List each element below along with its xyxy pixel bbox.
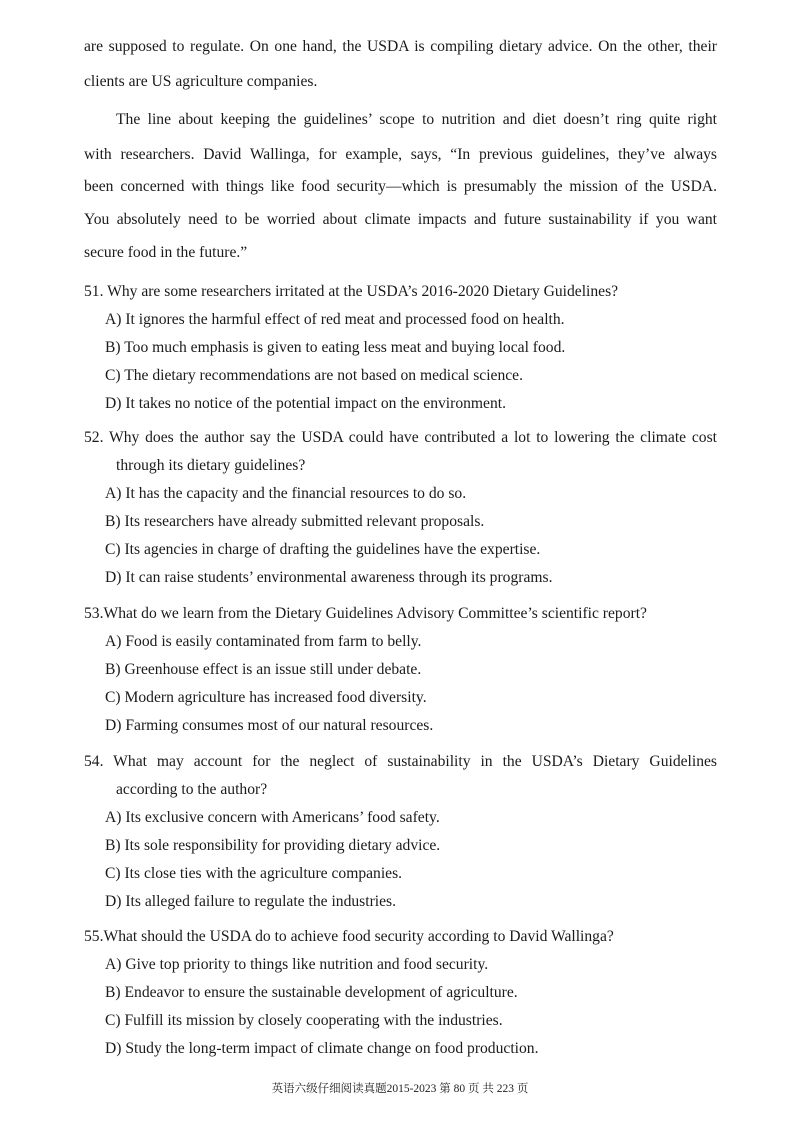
question-52-option-c: C) Its agencies in charge of drafting the guidelines have the expertise.	[105, 541, 541, 558]
question-54-option-c: C) Its close ties with the agriculture companies.	[105, 865, 403, 882]
question-51-option-a: A) It ignores the harmful effect of red meat and processed food on health.	[105, 311, 565, 328]
question-54-option-d: D) Its alleged failure to regulate the industries.	[105, 893, 396, 910]
question-55-option-d: D) Study the long-term impact of climate change on food production.	[105, 1040, 539, 1057]
question-54-option-b: B) Its sole responsibility for providing dietary advice.	[105, 837, 441, 854]
passage-line: clients are US agriculture companies.	[84, 73, 318, 90]
question-51-option-b: B) Too much emphasis is given to eating less meat and buying local food.	[105, 339, 566, 356]
question-51-option-d: D) It takes no notice of the potential impact on the environment.	[105, 395, 506, 412]
question-53-option-b: B) Greenhouse effect is an issue still under debate.	[105, 661, 422, 678]
question-55-stem: 55.What should the USDA do to achieve food security according to David Wallinga?	[84, 928, 614, 945]
passage-line: The line about keeping the guidelines’ scope to nutrition and diet doesn’t ring quite right	[116, 111, 717, 128]
question-51-stem: 51. Why are some researchers irritated at the USDA’s 2016-2020 Dietary Guidelines?	[84, 283, 619, 300]
question-55-option-c: C) Fulfill its mission by closely cooperating with the industries.	[105, 1012, 503, 1029]
question-53-option-c: C) Modern agriculture has increased food diversity.	[105, 689, 427, 706]
question-54-stem: 54. What may account for the neglect of sustainability in the USDA’s Dietary Guidelines	[84, 753, 717, 770]
question-52-option-a: A) It has the capacity and the financial resources to do so.	[105, 485, 467, 502]
question-52-option-b: B) Its researchers have already submitted relevant proposals.	[105, 513, 485, 530]
page-footer: 英语六级仔细阅读真题2015-2023 第 80 页 共 223 页	[271, 1083, 529, 1095]
question-54-stem: according to the author?	[116, 781, 268, 798]
passage-line: are supposed to regulate. On one hand, the USDA is compiling dietary advice. On the other, their	[84, 38, 717, 55]
question-53-option-d: D) Farming consumes most of our natural resources.	[105, 717, 434, 734]
question-53-stem: 53.What do we learn from the Dietary Guidelines Advisory Committee’s scientific report?	[84, 605, 647, 622]
question-52-stem: through its dietary guidelines?	[116, 457, 306, 474]
question-54-option-a: A) Its exclusive concern with Americans’ food safety.	[105, 809, 440, 826]
passage-line: secure food in the future.”	[84, 244, 248, 261]
question-52-stem: 52. Why does the author say the USDA could have contributed a lot to lowering the climate cost	[84, 429, 717, 446]
question-55-option-a: A) Give top priority to things like nutrition and food security.	[105, 956, 489, 973]
question-51-option-c: C) The dietary recommendations are not based on medical science.	[105, 367, 523, 384]
question-52-option-d: D) It can raise students’ environmental awareness through its programs.	[105, 569, 553, 586]
question-53-option-a: A) Food is easily contaminated from farm to belly.	[105, 633, 422, 650]
passage-line: been concerned with things like food security—which is presumably the mission of the USDA.	[84, 178, 717, 195]
passage-line: You absolutely need to be worried about climate impacts and future sustainability if you want	[84, 211, 717, 228]
passage-line: with researchers. David Wallinga, for example, says, “In previous guidelines, they’ve always	[84, 146, 717, 163]
question-55-option-b: B) Endeavor to ensure the sustainable development of agriculture.	[105, 984, 518, 1001]
